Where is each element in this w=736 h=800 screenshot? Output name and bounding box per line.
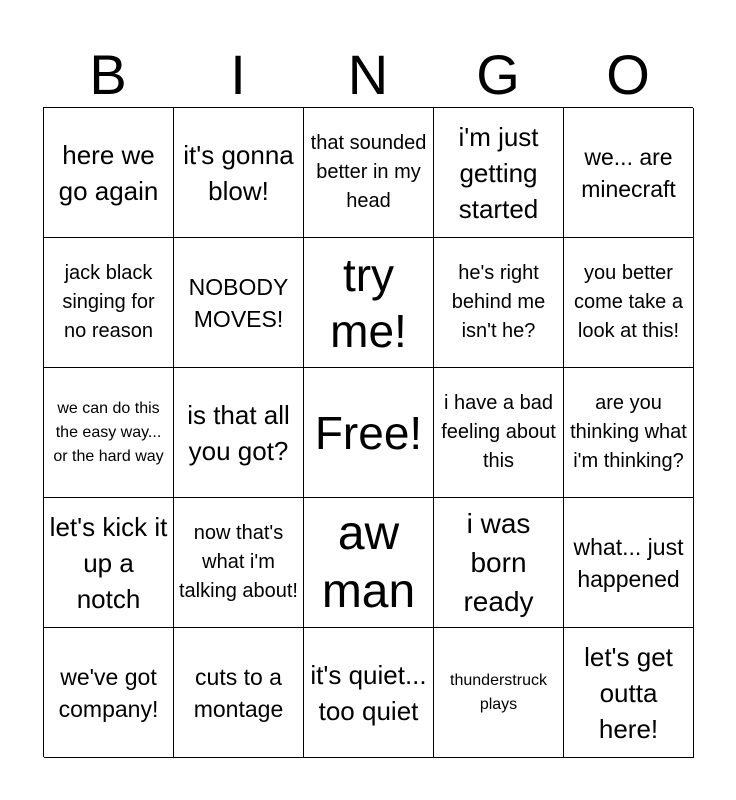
header-letter-b: B <box>89 43 127 106</box>
cell-text: i was born ready <box>463 508 534 617</box>
bingo-cell[interactable] <box>564 238 694 368</box>
bingo-cell[interactable] <box>44 108 174 238</box>
cell-text: what... just happened <box>573 533 684 592</box>
header-letter-o: O <box>606 43 650 106</box>
bingo-cell[interactable] <box>564 628 694 758</box>
bingo-cell[interactable] <box>44 238 174 368</box>
cell-text: is that all you got? <box>187 399 290 466</box>
bingo-cell[interactable] <box>564 498 694 628</box>
cell-text: aw man <box>321 506 416 618</box>
bingo-cell[interactable] <box>434 368 564 498</box>
cell-text: you better come take a look at this! <box>574 262 683 342</box>
cell-text: it's gonna blow! <box>183 139 294 206</box>
bingo-cell[interactable] <box>564 368 694 498</box>
cell-text: he's right behind me isn't he? <box>451 262 546 342</box>
free-space[interactable] <box>304 368 434 498</box>
bingo-cell[interactable] <box>304 108 434 238</box>
cell-text: here we go again <box>58 139 159 206</box>
cell-text: let's kick it up a notch <box>49 511 168 614</box>
cell-text: we... are minecraft <box>581 143 676 202</box>
bingo-cell[interactable] <box>174 108 304 238</box>
cell-text: it's quiet... too quiet <box>310 659 427 726</box>
cell-text: we've got company! <box>58 663 159 722</box>
cell-text: cuts to a montage <box>193 663 284 722</box>
bingo-cell[interactable] <box>434 238 564 368</box>
bingo-cell[interactable] <box>434 108 564 238</box>
bingo-cell[interactable] <box>44 368 174 498</box>
cell-text: jack black singing for no reason <box>62 262 155 342</box>
bingo-cell[interactable] <box>174 238 304 368</box>
cell-text: let's get outta here! <box>584 641 673 744</box>
bingo-cell[interactable] <box>44 628 174 758</box>
cell-text: NOBODY MOVES! <box>188 273 289 332</box>
bingo-cell[interactable] <box>174 498 304 628</box>
cell-text: thunderstruck plays <box>450 671 547 713</box>
bingo-cell[interactable] <box>434 498 564 628</box>
bingo-cell[interactable] <box>174 368 304 498</box>
cell-text: i have a bad feeling about this <box>441 392 556 472</box>
cell-text: are you thinking what i'm thinking? <box>570 392 687 472</box>
free-space-label: Free! <box>314 406 423 459</box>
cell-text: i'm just getting started <box>458 121 539 224</box>
cell-text: that sounded better in my head <box>310 132 427 212</box>
bingo-cell[interactable] <box>434 628 564 758</box>
cell-text: try me! <box>330 248 407 357</box>
bingo-board <box>43 107 693 757</box>
bingo-cell[interactable] <box>304 238 434 368</box>
cell-text: we can do this the easy way... or the hard way <box>53 399 164 465</box>
cell-text: now that's what i'm talking about! <box>179 522 298 602</box>
bingo-header <box>43 42 693 108</box>
bingo-cell[interactable] <box>304 628 434 758</box>
header-letter-g: G <box>476 43 520 106</box>
header-letter-i: I <box>230 43 246 106</box>
bingo-cell[interactable] <box>44 498 174 628</box>
bingo-cell[interactable] <box>564 108 694 238</box>
header-letter-n: N <box>347 43 389 106</box>
bingo-cell[interactable] <box>174 628 304 758</box>
bingo-cell[interactable] <box>304 498 434 628</box>
